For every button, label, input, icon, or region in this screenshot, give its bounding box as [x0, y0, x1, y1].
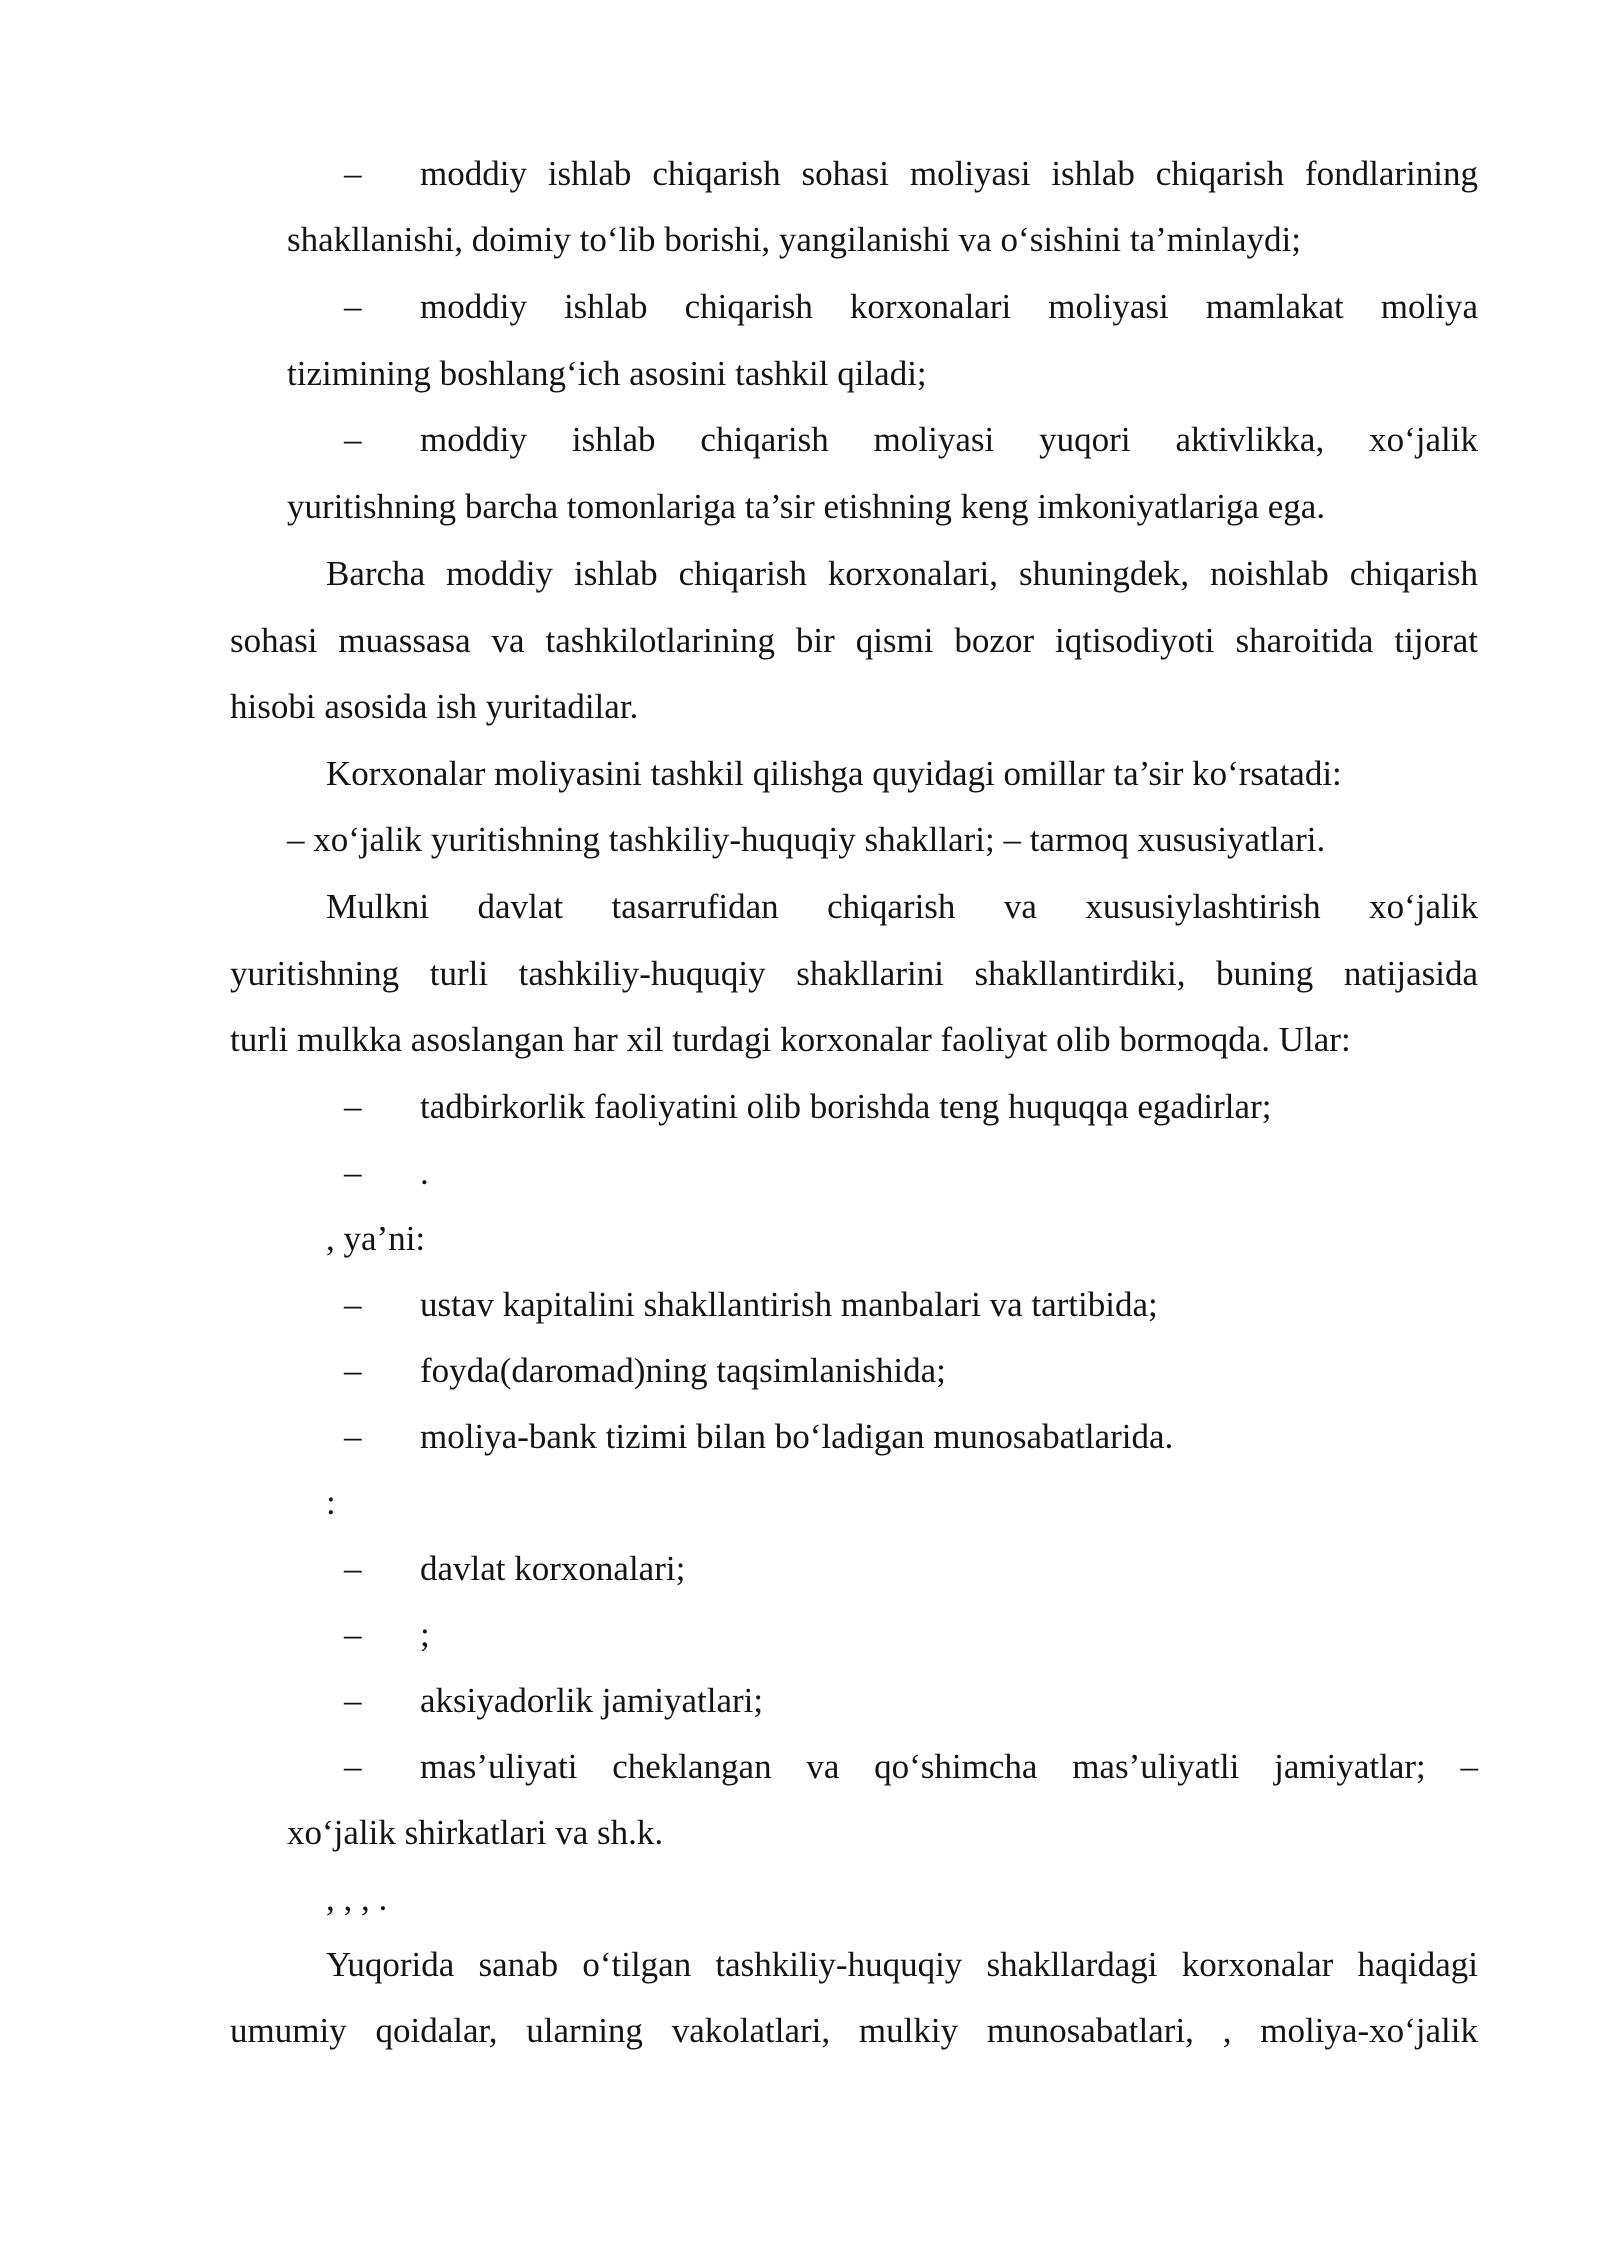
- text-line: ;: [420, 1615, 430, 1654]
- paragraph-line: turli mulkka asoslangan har xil turdagi korxonalar faoliyat olib bormoqda. Ular:: [230, 1020, 1351, 1059]
- text-line: , ya’ni:: [326, 1219, 426, 1258]
- text-line: xo‘jalik shirkatlari va sh.k.: [287, 1813, 664, 1852]
- text-line: tizimining boshlang‘ich asosini tashkil qiladi;: [287, 354, 927, 393]
- list-dash: –: [344, 1285, 362, 1324]
- list-dash: –: [344, 1417, 362, 1456]
- list-dash: –: [344, 154, 362, 193]
- list-dash: –: [344, 1549, 362, 1588]
- paragraph-line: umumiy qoidalar, ularning vakolatlari, mulkiy munosabatlari, , moliya-xo‘jalik: [230, 2011, 1478, 2050]
- paragraph-line: sohasi muassasa va tashkilotlarining bir qismi bozor iqtisodiyoti sharoitida tijorat: [230, 621, 1478, 660]
- text-line: moddiy ishlab chiqarish moliyasi yuqori aktivlikka, xo‘jalik: [420, 420, 1478, 459]
- list-dash: –: [344, 287, 362, 326]
- text-line: ustav kapitalini shakllantirish manbalari va tartibida;: [420, 1285, 1158, 1324]
- text-line: mas’uliyati cheklangan va qo‘shimcha mas’uliyatli jamiyatlar; –: [420, 1747, 1478, 1786]
- list-dash: –: [344, 420, 362, 459]
- text-line: moddiy ishlab chiqarish korxonalari moliyasi mamlakat moliya: [420, 287, 1478, 326]
- paragraph-line: Yuqorida sanab o‘tilgan tashkiliy-huquqiy shakllardagi korxonalar haqidagi: [326, 1945, 1478, 1984]
- list-dash: –: [344, 1351, 362, 1390]
- paragraph-line: yuritishning turli tashkiliy-huquqiy shakllarini shakllantirdiki, buning natijasida: [230, 954, 1478, 993]
- paragraph-line: hisobi asosida ish yuritadilar.: [230, 687, 639, 726]
- text-line: moddiy ishlab chiqarish sohasi moliyasi ishlab chiqarish fondlarining: [420, 154, 1478, 193]
- list-dash: –: [344, 1681, 362, 1720]
- text-line: davlat korxonalari;: [420, 1549, 686, 1588]
- list-dash: –: [344, 1087, 362, 1126]
- text-line: shakllanishi, doimiy to‘lib borishi, yangilanishi va o‘sishini ta’minlaydi;: [287, 220, 1301, 259]
- list-dash: –: [344, 1615, 362, 1654]
- text-line: – xo‘jalik yuritishning tashkiliy-huquqiy shakllari; – tarmoq xususiyatlari.: [287, 820, 1326, 859]
- list-dash: –: [344, 1153, 362, 1192]
- paragraph-line: Barcha moddiy ishlab chiqarish korxonalari, shuningdek, noishlab chiqarish: [326, 554, 1478, 593]
- text-line: aksiyadorlik jamiyatlari;: [420, 1681, 764, 1720]
- text-line: yuritishning barcha tomonlariga ta’sir etishning keng imkoniyatlariga ega.: [287, 487, 1326, 526]
- text-line: .: [420, 1153, 429, 1192]
- text-line: foyda(daromad)ning taqsimlanishida;: [420, 1351, 946, 1390]
- text-line: moliya-bank tizimi bilan bo‘ladigan munosabatlarida.: [420, 1417, 1174, 1456]
- text-line: :: [326, 1483, 336, 1522]
- paragraph-line: Mulkni davlat tasarrufidan chiqarish va xususiylashtirish xo‘jalik: [326, 887, 1478, 926]
- paragraph-line: Korxonalar moliyasini tashkil qilishga quyidagi omillar ta’sir ko‘rsatadi:: [326, 754, 1342, 793]
- text-line: , , , .: [326, 1879, 388, 1918]
- text-line: tadbirkorlik faoliyatini olib borishda teng huquqqa egadirlar;: [420, 1087, 1272, 1126]
- list-dash: –: [344, 1747, 362, 1786]
